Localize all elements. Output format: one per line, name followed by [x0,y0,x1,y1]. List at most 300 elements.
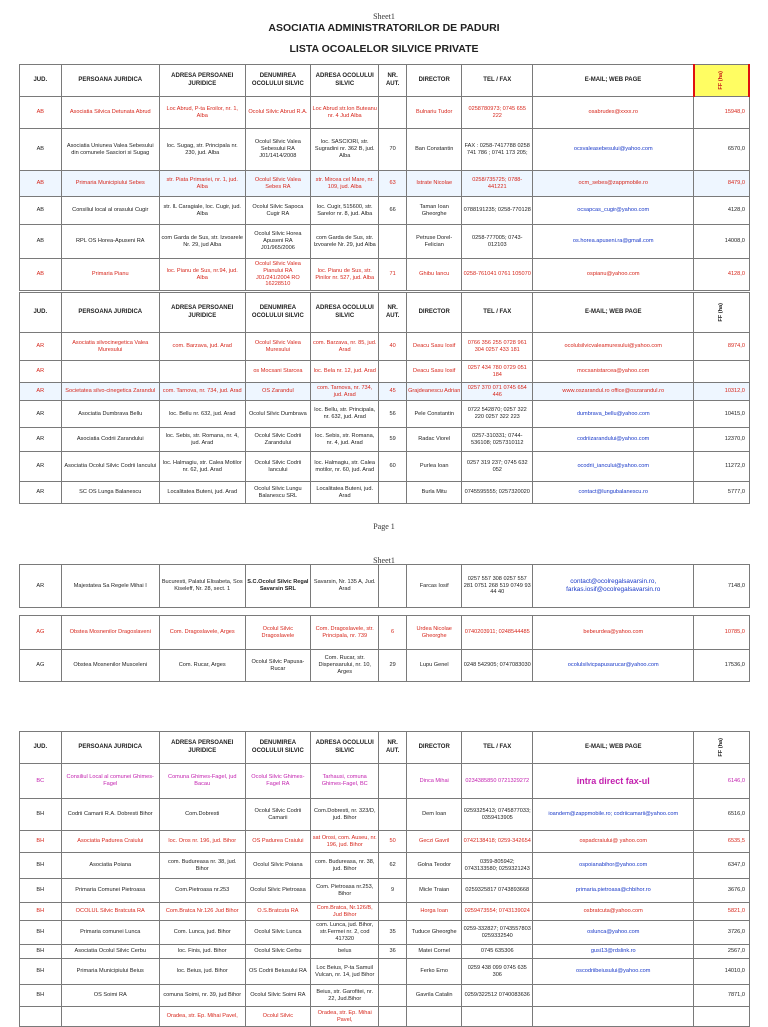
cell-denumire: Ocolul Silvic Valea Pianului RA J01/241/2004 RO 16228510 [245,259,311,291]
header-denumire: DENUMIREA OCOLULUI SILVIC [245,293,311,333]
table-row [20,565,750,608]
cell-director: Ban Constantin [406,129,462,171]
cell-ff: 10785,0 [694,616,750,650]
cell-tel: 0745595555; 0257320020 [462,482,533,504]
table-row [20,383,750,401]
cell-director: Lupu Genel [406,650,462,682]
cell-email[interactable]: ocolulsilvicpapusarucar@yahoo.com [533,650,694,682]
cell-adresa_ocol: Com.Bratca, Nr.126/B, Jud Bihor [311,903,379,921]
cell-email[interactable]: ioandem@zappmobile.ro; codriicamarii@yahoo.com [533,799,694,831]
cell-director: Petruse Dorel-Felician [406,225,462,259]
cell-denumire: Ocolul Silvic Dumbrava [245,401,311,428]
cell-adresa: loc. Halmagiu, str. Calea Motilor nr. 62, jud. Arad [159,452,245,482]
cell-persoana: Asociatia Ocolul Silvic Cerbu [61,945,159,959]
cell-tel: 0788191235; 0258-770128 [462,197,533,225]
cell-persoana: Societatea silvo-cinegetica Zarandul [61,383,159,401]
cell-adresa: loc. Sebis, str. Romana, nr. 4, jud. Arad [159,428,245,452]
cell-director: Dinca Mihai [406,764,462,799]
cell-persoana: Asociatia Padurea Craiului [61,831,159,853]
cell-denumire: OS Zarandul [245,383,311,401]
cell-email[interactable]: www.oszarandul.ro office@oszarandul.ro [533,383,694,401]
cell-denumire: Ocolul Silvic Poiana [245,853,311,879]
cell-tel: 0766 356 255 0728 961 304 0257 433 181 [462,333,533,361]
cell-adresa: loc. Bellu nr. 632, jud. Arad [159,401,245,428]
table-row [20,197,750,225]
cell-tel: 0259-332827; 0743557803 0259332540 [462,921,533,945]
header-denumire: DENUMIREA OCOLULUI SILVIC [245,65,311,97]
cell-persoana: Primaria Comunei Pietroasa [61,879,159,903]
cell-tel: 0722 542870; 0257 322 220 0257 322 223 [462,401,533,428]
header-denumire: DENUMIREA OCOLULUI SILVIC [245,732,311,764]
cell-tel: 0258780973; 0745 655 222 [462,97,533,129]
cell-tel: 0258/735725; 0788-441221 [462,171,533,197]
cell-persoana: Majestatea Sa Regele Mihai I [61,565,159,608]
cell-ff: 8974,0 [694,333,750,361]
cell-adresa: loc. Pianu de Sus, nr.94, jud. Alba [159,259,245,291]
cell-persoana: Consiliul local al orasului Cugir [61,197,159,225]
cell-persoana: Asociatia Dumbrava Bellu [61,401,159,428]
page-number: Page 1 [373,522,395,531]
cell-ff: 6516,0 [694,799,750,831]
cell-denumire: S.C.Ocolul Silvic Regal Savarsin SRL [245,565,311,608]
cell-director: Bulnariu Tudor [406,97,462,129]
cell-jud: AB [20,197,62,225]
cell-nr [379,985,407,1007]
cell-ff: 8479,0 [694,171,750,197]
cell-ff: 4128,0 [694,197,750,225]
cell-adresa_ocol: loc. SASCIORI, str. Sugradini nr. 362 B, jud. Alba [311,129,379,171]
table-row [20,616,750,650]
cell-email[interactable]: mocsanistarcea@yahoo.com [533,361,694,383]
cell-jud: AR [20,383,62,401]
cell-tel: 0234385850 0721329272 [462,764,533,799]
cell-nr [379,482,407,504]
table-ar [19,292,750,504]
cell-director: Micle Traian [406,879,462,903]
cell-tel: 0359-805942; 0743133580; 0259321243 [462,853,533,879]
cell-adresa: Com. Rucar, Arges [159,650,245,682]
header-tel_fax: TEL / FAX [462,732,533,764]
cell-email[interactable]: ospadcraiului@ yahoo.com [533,831,694,853]
cell-adresa_ocol: com. Barzava, nr. 85, jud. Arad [311,333,379,361]
cell-jud: AR [20,361,62,383]
cell-denumire: Ocolul Silvic Codrii Camarii [245,799,311,831]
cell-persoana [61,361,159,383]
cell-director: Gavrila Catalin [406,985,462,1007]
cell-director: Deacu Sasu Iosif [406,361,462,383]
table-row [20,97,750,129]
cell-denumire: OS Codrii Beiusului RA [245,959,311,985]
cell-adresa: loc. Finis, jud. Bihor [159,945,245,959]
cell-jud: AR [20,333,62,361]
header-adresa_ocol: ADRESA OCOLULUI SILVIC [311,293,379,333]
cell-nr: 36 [379,945,407,959]
cell-nr [379,565,407,608]
cell-denumire: Ocolul Silvic Cerbu [245,945,311,959]
cell-denumire: OS Padurea Craiului [245,831,311,853]
cell-nr: 59 [379,428,407,452]
cell-adresa: Loc Abrud, P-ta Eroilor, nr. 1, Alba [159,97,245,129]
cell-denumire: Ocolul Silvic Sapoca Cugir RA [245,197,311,225]
cell-email[interactable]: ocsapcas_cugir@yahoo.com [533,197,694,225]
cell-adresa [159,361,245,383]
cell-persoana: SC OS Lunga Balanescu [61,482,159,504]
cell-jud: AG [20,650,62,682]
header-row [20,65,750,97]
cell-tel: 0257 319 237; 0745 632 052 [462,452,533,482]
header-jud: JUD. [20,293,62,333]
cell-email[interactable]: ocsvaleasebesului@yahoo.com [533,129,694,171]
cell-persoana: Asociatia Silvica Detunata Abrud [61,97,159,129]
cell-adresa: Com.Pietroasa nr.253 [159,879,245,903]
table-row [20,259,750,291]
cell-adresa_ocol: Com. Pietroasa nr.253, Bihor [311,879,379,903]
table-row [20,650,750,682]
cell-jud: AB [20,225,62,259]
header-nr_aut: NR. AUT. [379,293,407,333]
cell-nr: 40 [379,333,407,361]
cell-nr: 29 [379,650,407,682]
cell-ff: 15948,0 [694,97,750,129]
table-bc-bh [19,731,750,1027]
header-persoana: PERSOANA JURIDICA [61,65,159,97]
cell-email[interactable]: osabrudes@xxxx.ro [533,97,694,129]
cell-adresa_ocol: belus [311,945,379,959]
cell-adresa_ocol: com Garda de Sus, str. Izvoarele Nr. 29, jud Alba [311,225,379,259]
header-email: E-MAIL; WEB PAGE [533,732,694,764]
cell-nr [379,225,407,259]
cell-denumire: Ocolul Silvic Valea Sebesului RA J01/1414/2008 [245,129,311,171]
cell-jud: AB [20,171,62,197]
cell-ff: 2567,0 [694,945,750,959]
cell-nr: 9 [379,879,407,903]
cell-tel: 0259325413; 0745877033; 0359413905 [462,799,533,831]
header-tel_fax: TEL / FAX [462,293,533,333]
cell-director: Burla Mitu [406,482,462,504]
table-row [20,333,750,361]
cell-tel: 0742138418; 0259-342654 [462,831,533,853]
table-row [20,171,750,197]
cell-persoana: Asociatia Uniunea Valea Sebesului din comunele Sasciori si Sugag [61,129,159,171]
cell-adresa: Com. Lunca, jud. Bihor [159,921,245,945]
header-ff [694,732,750,764]
cell-adresa: loc. Sugag, str. Principala nr. 230, jud. Alba [159,129,245,171]
cell-persoana: Primaria Municipiului Sebes [61,171,159,197]
cell-nr: 35 [379,921,407,945]
cell-ff: 7871,0 [694,985,750,1007]
cell-director: Geczi Gavril [406,831,462,853]
cell-persoana: Obstea Mosnenilor Musceleni [61,650,159,682]
cell-nr: 62 [379,853,407,879]
cell-tel: 0257 370 071 0745 654 446 [462,383,533,401]
header-nr_aut: NR. AUT. [379,65,407,97]
cell-ff: 6146,0 [694,764,750,799]
cell-adresa_ocol: Localitatea Buteni, jud. Arad [311,482,379,504]
cell-director: Dem Ioan [406,799,462,831]
header-email: E-MAIL; WEB PAGE [533,293,694,333]
cell-director: Tuduce Gheorghe [406,921,462,945]
cell-jud: AR [20,428,62,452]
cell-tel: 0248 542905; 0747083030 [462,650,533,682]
cell-email[interactable]: dumbrava_bellu@yahoo.com [533,401,694,428]
cell-adresa_ocol: loc. Sebis, str. Romana, nr. 4, jud. Arad [311,428,379,452]
sheet-label: Sheet1 [373,12,395,21]
cell-persoana: Primaria comunei Lunca [61,921,159,945]
cell-ff: 11272,0 [694,452,750,482]
cell-adresa: com. Budureasa nr. 38, jud. Bihor [159,853,245,879]
cell-adresa: str. Piata Primariei, nr. 1, jud. Alba [159,171,245,197]
cell-persoana: Consiliul Local al comunei Ghimes-Fagel [61,764,159,799]
cell-persoana: Obstea Mosnenilor Dragoslaveni [61,616,159,650]
cell-ff: 4128,0 [694,259,750,291]
cell-jud: AB [20,97,62,129]
cell-denumire: O.S.Bratcuta RA [245,903,311,921]
cell-denumire: Ocolul Silvic Valea Sebes RA [245,171,311,197]
cell-jud: BH [20,985,62,1007]
header-director: DIRECTOR [406,732,462,764]
header-persoana: PERSOANA JURIDICA [61,732,159,764]
cell-director: Ferko Erno [406,959,462,985]
cell-adresa_ocol: Com.Dobresti, nr. 323/D, jud. Bihor [311,799,379,831]
cell-jud: BH [20,945,62,959]
cell-adresa_ocol: loc. Bellu, str. Principala, nr. 632, jud. Arad [311,401,379,428]
cell-nr: 60 [379,452,407,482]
cell-persoana: OS Soimi RA [61,985,159,1007]
cell-adresa_ocol: Com. Dragoslavele, str. Principala, nr. 739 [311,616,379,650]
header-adresa_pers: ADRESA PERSOANEI JURIDICE [159,293,245,333]
cell-director: Purlea Ioan [406,452,462,482]
cell-nr [379,903,407,921]
cell-nr [379,361,407,383]
cell-ff: 10312,0 [694,383,750,401]
cell-persoana: Asociatia Codrii Zarandului [61,428,159,452]
cell-adresa: com. Tarnova, nr. 734, jud. Arad [159,383,245,401]
cell-denumire: Ocolul Silvic Abrud R.A. [245,97,311,129]
cell-nr [379,97,407,129]
cell-persoana: Codrii Camarii R.A. Dobresti Bihor [61,799,159,831]
cell-jud: AG [20,616,62,650]
cell-adresa_ocol: loc. Bela nr. 12, jud. Arad [311,361,379,383]
table-row [20,879,750,903]
cell-adresa_ocol: str. Mircea cel Mare, nr. 109, jud. Alba [311,171,379,197]
cell-jud: AB [20,259,62,291]
document-title: ASOCIATIA ADMINISTRATORILOR DE PADURI [268,22,500,34]
cell-adresa_ocol: Loc Beius, P-ta Samuil Vulcan, nr. 14, jud Bihor [311,959,379,985]
cell-nr: 63 [379,171,407,197]
cell-ff: 7148,0 [694,565,750,608]
cell-email[interactable]: gusi13@rdslink.ro [533,945,694,959]
cell-denumire: Ocolul Silvic [245,1007,311,1027]
cell-adresa: str. IL Caragiale, loc. Cugir, jud. Alba [159,197,245,225]
cell-denumire: Ocolul Silvic Horea Apuseni RA J01/965/2006 [245,225,311,259]
cell-adresa: Com.Bratca Nr.126 Jud Bihor [159,903,245,921]
cell-adresa_ocol: loc. Pianu de Sus, str. Pinilor nr. 527, jud. Alba [311,259,379,291]
cell-director: Urdea Nicolae Gheorghe [406,616,462,650]
cell-denumire: Ocolul Silvic Codrii Iancului [245,452,311,482]
cell-email[interactable]: bebeurdea@yahoo.com [533,616,694,650]
table-row [20,985,750,1007]
table-ag [19,615,750,682]
cell-adresa_ocol: Loc Abrud str.Ion Buteanu nr. 4 Jud Alba [311,97,379,129]
header-director: DIRECTOR [406,293,462,333]
cell-denumire: os Mocsani Starcea [245,361,311,383]
header-adresa_pers: ADRESA PERSOANEI JURIDICE [159,732,245,764]
cell-email[interactable]: os.horea.apuseni.ra@gmail.com [533,225,694,259]
cell-jud: AR [20,565,62,608]
cell-tel: 0740203911; 0248544485 [462,616,533,650]
cell-director: Radac Viorel [406,428,462,452]
cell-director: Horga Ioan [406,903,462,921]
table-row [20,361,750,383]
cell-tel: 0259473554; 0743139024 [462,903,533,921]
cell-adresa: Com. Dragoslavele, Arges [159,616,245,650]
cell-jud: BH [20,959,62,985]
table-row [20,853,750,879]
cell-adresa_ocol: Beius, str. Garofitei, nr. 22, Jud.Bihor [311,985,379,1007]
cell-denumire: Ocolul Silvic Soimi RA [245,985,311,1007]
table-ar-2 [19,564,750,608]
cell-persoana: Asociatia Poiana [61,853,159,879]
cell-nr [379,799,407,831]
cell-director: Taman Ioan Gheorghe [406,197,462,225]
table-row [20,452,750,482]
cell-adresa: com. Barzava, jud. Arad [159,333,245,361]
cell-ff: 6347,0 [694,853,750,879]
cell-ff: 6535,5 [694,831,750,853]
cell-tel: 0257 434 780 0729 051 184 [462,361,533,383]
cell-jud: AR [20,452,62,482]
table-row [20,764,750,799]
cell-tel: FAX : 0258-7417788 0258 741 786 ; 0741 173 205; [462,129,533,171]
table-row [20,401,750,428]
cell-nr: 56 [379,401,407,428]
cell-persoana: RPL OS Horea-Apuseni RA [61,225,159,259]
table-row [20,959,750,985]
cell-adresa_ocol: Oradea, str. Ep. Mihai Pavel, [311,1007,379,1027]
cell-email[interactable]: ocolulsilvicvaleamuresului@yahoo.com [533,333,694,361]
cell-email[interactable]: intra direct fax-ul [533,764,694,799]
cell-nr: 71 [379,259,407,291]
cell-persoana: Primaria Municipiului Beius [61,959,159,985]
cell-email[interactable]: contact@lungubalanescu.ro [533,482,694,504]
cell-email[interactable]: ocodrii_iancului@yahoo.com [533,452,694,482]
cell-email[interactable]: ospianu@yahoo.com [533,259,694,291]
document-subtitle: LISTA OCOALELOR SILVICE PRIVATE [289,43,479,55]
cell-jud: BH [20,799,62,831]
cell-director: Deacu Sasu Iosif [406,333,462,361]
cell-adresa_ocol: Savarsin, Nr. 135 A, Jud. Arad [311,565,379,608]
cell-tel: 0258-761041 0761 105070 [462,259,533,291]
header-ff-label: FF (ha) [718,70,725,90]
cell-ff: 12370,0 [694,428,750,452]
cell-tel: 0259325817 0743893668 [462,879,533,903]
cell-adresa_ocol: com. Budureasa, nr. 38, jud. Bihor [311,853,379,879]
header-nr_aut: NR. AUT. [379,732,407,764]
cell-jud: AB [20,129,62,171]
cell-adresa: loc. Beius, jud. Bihor [159,959,245,985]
table-row [20,225,750,259]
table-row [20,903,750,921]
cell-nr [379,764,407,799]
cell-ff: 5821,0 [694,903,750,921]
cell-adresa: com Garda de Sus, str. Izvoarele Nr. 29, jud Alba [159,225,245,259]
cell-adresa_ocol: Com. Rucar, str. Dispensarului, nr. 10, Arges [311,650,379,682]
cell-jud: BC [20,764,62,799]
table-row [20,799,750,831]
cell-email[interactable]: oslunca@yahoo.com [533,921,694,945]
header-email: E-MAIL; WEB PAGE [533,65,694,97]
cell-nr: 50 [379,831,407,853]
cell-ff: 14008,0 [694,225,750,259]
header-row [20,293,750,333]
cell-persoana: Asociatia Ocolul Silvic Codrii Iancului [61,452,159,482]
cell-director: Matei Cornel [406,945,462,959]
cell-jud: AR [20,482,62,504]
header-adresa_pers: ADRESA PERSOANEI JURIDICE [159,65,245,97]
cell-jud: BH [20,921,62,945]
cell-director: Ghibu Iancu [406,259,462,291]
cell-director: Golna Teodor [406,853,462,879]
cell-ff: 3726,0 [694,921,750,945]
cell-denumire: Ocolul Silvic Lunca [245,921,311,945]
table-ab [19,64,750,291]
cell-email[interactable]: contact@ocolregalsavarsin.ro, farkas.iosif@ocolregalsavarsin.ro [533,565,694,608]
table-row [20,945,750,959]
cell-email[interactable]: osbratcuta@yahoo.com [533,903,694,921]
cell-adresa: Oradea, str. Ep. Mihai Pavel, [159,1007,245,1027]
header-adresa_ocol: ADRESA OCOLULUI SILVIC [311,732,379,764]
cell-denumire: Ocolul Silvic Valea Muresului [245,333,311,361]
cell-denumire: Ocolul Silvic Pietroasa [245,879,311,903]
header-adresa_ocol: ADRESA OCOLULUI SILVIC [311,65,379,97]
cell-tel: 0257-310331; 0744-536108; 0257310112 [462,428,533,452]
cell-tel: 0258-777005; 0743-012103 [462,225,533,259]
cell-tel: 0745 635306 [462,945,533,959]
cell-tel: 0259 438 099 0745 635 306 [462,959,533,985]
cell-denumire: Ocolul Silvic Papusa-Rucar [245,650,311,682]
cell-denumire: Ocolul Silvic Ghimes-Fagel RA [245,764,311,799]
cell-ff: 17536,0 [694,650,750,682]
cell-jud: BH [20,903,62,921]
cell-jud: BH [20,831,62,853]
cell-email[interactable]: oscodriibeiusului@yahoo.com [533,959,694,985]
cell-nr: 45 [379,383,407,401]
table-row [20,129,750,171]
cell-director: Pele Constantin [406,401,462,428]
cell-email[interactable]: ospoianabihor@yahoo.com [533,853,694,879]
cell-ff: 10415,0 [694,401,750,428]
cell-nr: 6 [379,616,407,650]
cell-adresa: comuna Soimi, nr. 39, jud Bihor [159,985,245,1007]
header-ff-label: FF (ha) [718,302,725,322]
cell-email[interactable]: ocm_sebes@zappmobile.ro [533,171,694,197]
cell-adresa_ocol: com. Lunca, jud. Bihor, str.Fermei nr. 2, cod 417320 [311,921,379,945]
cell-ff: 3676,0 [694,879,750,903]
cell-ff: 5777,0 [694,482,750,504]
sheet-label-2: Sheet1 [373,556,395,565]
cell-adresa: Localitatea Buteni, jud. Arad [159,482,245,504]
cell-nr [379,959,407,985]
cell-adresa_ocol: Tarhausi, comuna Ghimes-Fagel, BC [311,764,379,799]
cell-tel: 0259/322512 0740083636 [462,985,533,1007]
cell-tel: 0257 557 308 0257 557 281 0751 268 519 0749 93 44 40 [462,565,533,608]
cell-email[interactable]: codriizarandului@yahoo.com [533,428,694,452]
header-ff-label: FF (ha) [718,737,725,757]
header-jud: JUD. [20,65,62,97]
cell-adresa: Bucuresti, Palatul Elisabeta, Sos Kiseleff, Nr. 28, sect. 1 [159,565,245,608]
header-ff [694,293,750,333]
cell-email[interactable]: primaria.pietroasa@chbihor.ro [533,879,694,903]
